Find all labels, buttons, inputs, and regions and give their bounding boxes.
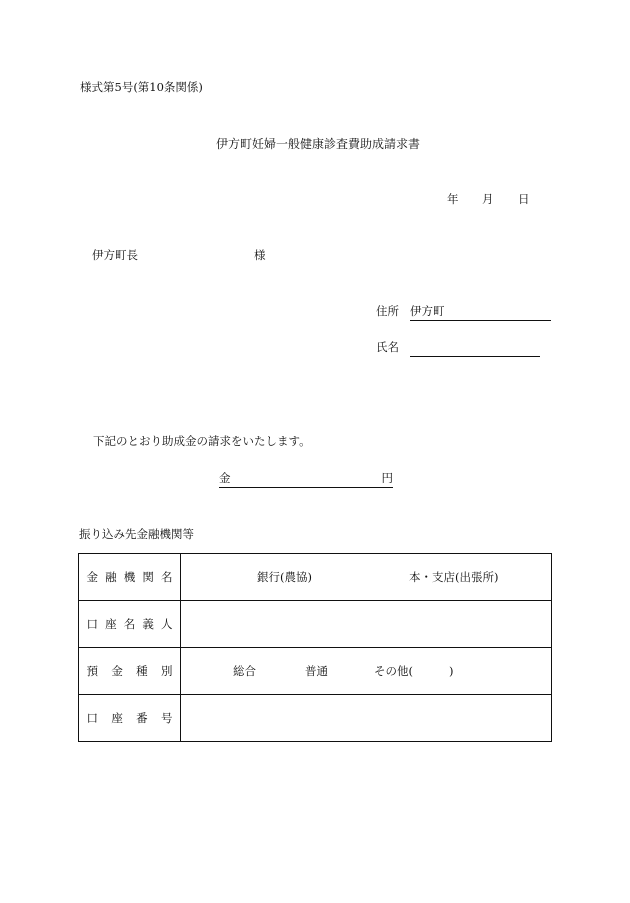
date-day-label: 日: [518, 192, 530, 206]
holder-label: 口 座 名 義 人: [79, 601, 181, 648]
name-label: 氏名: [376, 340, 399, 354]
table-row: [79, 554, 552, 601]
table-row: [79, 648, 552, 695]
account-type-label: 預 金 種 別: [79, 648, 181, 695]
account-type-field[interactable]: [181, 648, 552, 695]
account-type-option-general[interactable]: 総合: [233, 664, 256, 678]
institution-label: 金 融 機 関 名: [79, 554, 181, 601]
bank-heading: 振り込み先金融機関等: [79, 527, 194, 541]
branch-text: 本・支店(出張所): [409, 570, 499, 584]
name-field[interactable]: [410, 342, 540, 357]
account-number-label: 口 座 番 号: [79, 695, 181, 742]
amount-suffix: 円: [381, 471, 393, 485]
request-statement: 下記のとおり助成金の請求をいたします。: [93, 434, 311, 448]
account-number-field[interactable]: [181, 695, 552, 742]
bank-text: 銀行(農協): [257, 570, 312, 584]
address-label: 住所: [376, 304, 399, 318]
table-row: [79, 601, 552, 648]
account-type-other-close: ): [449, 664, 454, 678]
address-value: 伊方町: [410, 304, 445, 318]
holder-field[interactable]: [181, 601, 552, 648]
amount-field[interactable]: [219, 473, 393, 488]
date-month-label: 月: [482, 192, 494, 206]
document-title: 伊方町妊婦一般健康診査費助成請求書: [216, 137, 421, 151]
date-year-label: 年: [447, 192, 459, 206]
account-type-option-ordinary[interactable]: 普通: [305, 664, 328, 678]
address-field[interactable]: [410, 306, 551, 321]
amount-prefix: 金: [219, 471, 231, 485]
addressee-name: 伊方町長: [92, 248, 138, 262]
institution-field[interactable]: [181, 554, 552, 601]
form-number: 様式第5号(第10条関係): [80, 80, 203, 94]
account-type-option-other[interactable]: その他(: [374, 664, 413, 678]
table-row: [79, 695, 552, 742]
addressee-honorific: 様: [254, 248, 266, 262]
bank-table: [78, 553, 552, 742]
